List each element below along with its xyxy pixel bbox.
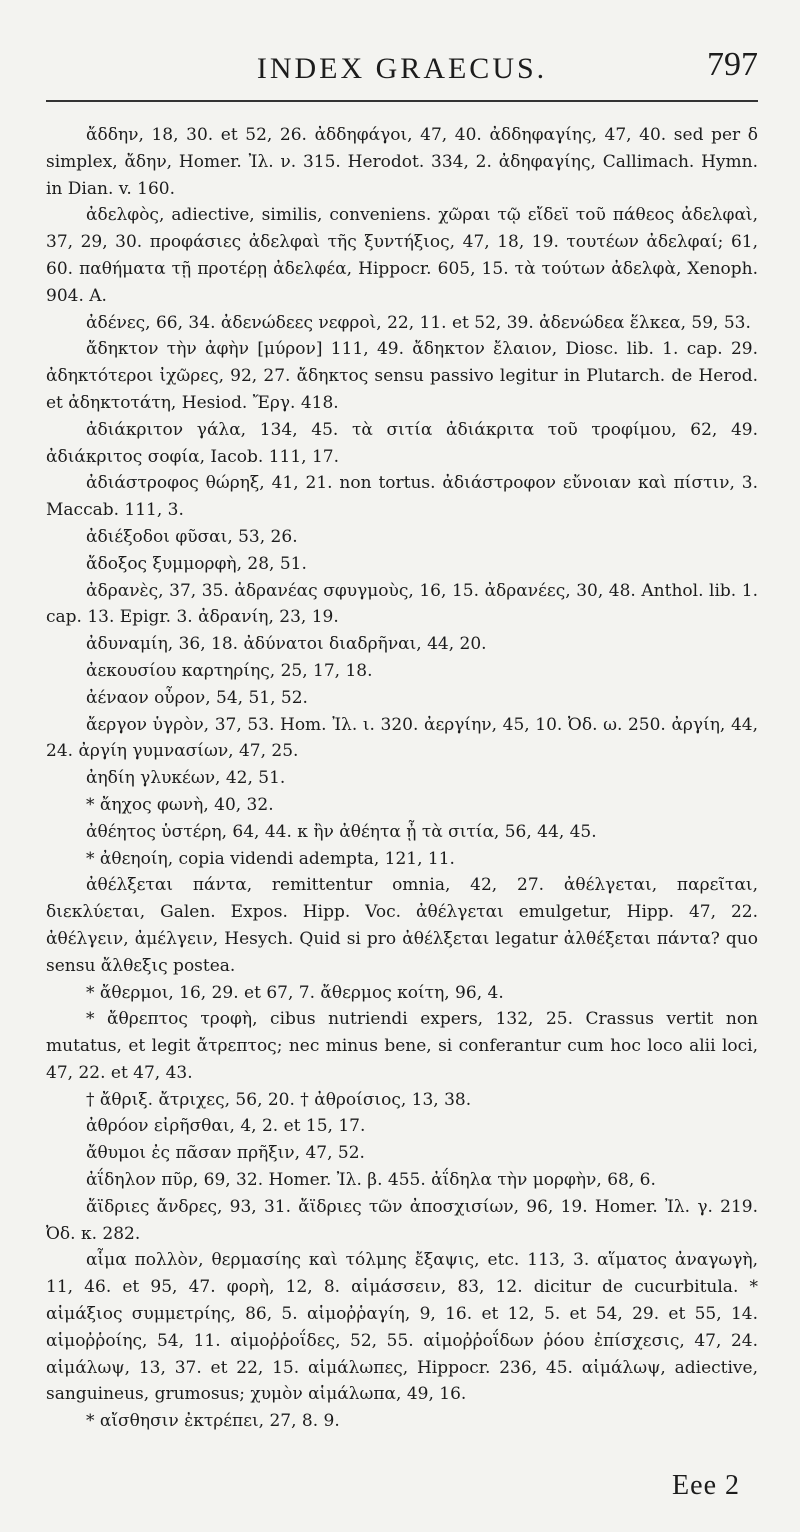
index-entry: ἄδηκτον τὴν ἀφὴν [μύρον] 111, 49. ἄδηκτον ἔλαιον, Diosc. lib. 1. cap. 29. ἀδηκτότεροι ἰχῶρες, 92, 27. ἄδηκτος sensu passivo legitur in Plutarch. de Herod. et ἀδηκτοτάτη, Hesiod. Ἔργ. 418. xyxy=(46,339,758,413)
index-entry: * ἄθερμοι, 16, 29. et 67, 7. ἄθερμος κοίτη, 96, 4. xyxy=(86,982,504,1003)
index-entry: ἀηδίη γλυκέων, 42, 51. xyxy=(86,768,286,789)
index-entry: ἀεκουσίου καρτηρίης, 25, 17, 18. xyxy=(86,660,373,681)
index-entries xyxy=(46,122,758,1435)
page-header xyxy=(46,38,758,102)
index-entry: * ἀθεηοίη, copia videndi adempta, 121, 11. xyxy=(86,848,455,869)
index-entry: † ἄθριξ. ἄτριχες, 56, 20. † ἀθροίσιος, 13, 38. xyxy=(86,1089,472,1110)
index-entry: * αἴσθησιν ἐκτρέπει, 27, 8. 9. xyxy=(86,1411,340,1432)
index-entry: ἀθέητος ὑστέρη, 64, 44. κ ἢν ἀθέητα ᾖ τὰ σιτία, 56, 44, 45. xyxy=(86,821,597,842)
running-title: INDEX GRAECUS. xyxy=(256,52,548,85)
index-entry: αἷμα πολλὸν, θερμασίης καὶ τόλμης ἔξαψις, etc. 113, 3. αἵματος ἀναγωγὴ, 11, 46. et 95, 47. φορὴ, 12, 8. αἱμάσσειν, 83, 12. dicitur de cucurbitula. * αἱμάξιος συμμετρίης, 86, 5. αἱμοῤῥαγίη, 9, 16. et 12, 5. et 54, 29. et 55, 14. αἱμοῤῥοίης, 54, 11. αἱμοῤῥοΐδες, 52, 55. αἱμοῤῥοΐδων ῥόου ἐπίσχεσις, 47, 24. αἱμάλωψ, 13, 37. et 22, 15. αἱμάλωπες, Hippocr. 236, 45. αἱμάλωψ, adiective, sanguineus, grumosus; χυμὸν αἱμάλωπα, 49, 16. xyxy=(46,1250,758,1405)
page-number: 797 xyxy=(707,46,758,83)
index-entry: ἀδρανὲς, 37, 35. ἀδρανέας σφυγμοὺς, 16, 15. ἀδρανέες, 30, 48. Anthol. lib. 1. cap. 13. Epigr. 3. ἀδρανίη, 23, 19. xyxy=(46,580,758,628)
index-entry: ἄδοξος ξυμμορφὴ, 28, 51. xyxy=(86,553,307,574)
index-entry: ἀθρόον εἰρῆσθαι, 4, 2. et 15, 17. xyxy=(86,1116,366,1137)
index-entry: * ἄηχος φωνὴ, 40, 32. xyxy=(86,794,274,815)
index-entry: * ἄθρεπτος τροφὴ, cibus nutriendi expers, 132, 25. Crassus vertit non mutatus, et legit ἄτρεπτος; nec minus bene, si conferantur cum hoc loco alii loci, 47, 22. et 47, 43. xyxy=(46,1009,758,1083)
index-entry: ἀδένες, 66, 34. ἀδενώδεες νεφροὶ, 22, 11. et 52, 39. ἀδενώδεα ἕλκεα, 59, 53. xyxy=(86,312,751,333)
index-entry: ἀθέλξεται πάντα, remittentur omnia, 42, 27. ἀθέλγεται, παρεῖται, διεκλύεται, Galen. Expos. Hipp. Voc. ἀθέλγεται emulgetur, Hipp. 47, 22. ἀθέλγειν, ἀμέλγειν, Hesych. Quid si pro ἀθέλξεται legatur ἀλθέξεται πάντα? quo sensu ἄλθεξις postea. xyxy=(46,875,758,976)
index-entry: ἀδιάστροφος θώρηξ, 41, 21. non tortus. ἀδιάστροφον εὔνοιαν καὶ πίστιν, 3. Maccab. 111, 3. xyxy=(46,473,758,521)
index-entry: ἀΐδηλον πῦρ, 69, 32. Homer. Ἰλ. β. 455. ἀΐδηλα τὴν μορφὴν, 68, 6. xyxy=(86,1170,656,1191)
index-entry: ἀδιέξοδοι φῦσαι, 53, 26. xyxy=(86,526,298,547)
index-entry: ἀδελφὸς, adiective, similis, conveniens. χῶραι τῷ εἴδεϊ τοῦ πάθεος ἀδελφαὶ, 37, 29, 30. προφάσιες ἀδελφαὶ τῆς ξυντήξιος, 47, 18, 19. τουτέων ἀδελφαί; 61, 60. παθήματα τῇ προτέρῃ ἀδελφέα, Hippocr. 605, 15. τὰ τούτων ἀδελφὰ, Xenoph. 904. A. xyxy=(46,205,758,306)
index-entry: ἄθυμοι ἐς πᾶσαν πρῆξιν, 47, 52. xyxy=(86,1143,365,1164)
index-entry: ἄϊδριες ἄνδρες, 93, 31. ἄϊδριες τῶν ἀποσχισίων, 96, 19. Homer. Ἰλ. γ. 219. Ὀδ. κ. 282. xyxy=(46,1196,758,1244)
index-entry: ἀέναον οὖρον, 54, 51, 52. xyxy=(86,687,308,708)
index-entry: ἀδυναμίη, 36, 18. ἀδύνατοι διαδρῆναι, 44, 20. xyxy=(86,634,487,655)
index-entry: ἄδδην, 18, 30. et 52, 26. ἀδδηφάγοι, 47, 40. ἀδδηφαγίης, 47, 40. sed per δ simplex, ἄδην, Homer. Ἰλ. ν. 315. Herodot. 334, 2. ἀδηφαγίης, Callimach. Hymn. in Dian. v. 160. xyxy=(46,125,758,199)
index-entry: ἀδιάκριτον γάλα, 134, 45. τὰ σιτία ἀδιάκριτα τοῦ τροφίμου, 62, 49. ἀδιάκριτος σοφία, Iacob. 111, 17. xyxy=(46,419,758,467)
index-entry: ἄεργον ὑγρὸν, 37, 53. Hom. Ἰλ. ι. 320. ἀεργίην, 45, 10. Ὀδ. ω. 250. ἀργίη, 44, 24. ἀργίη γυμνασίων, 47, 25. xyxy=(46,714,758,762)
signature-mark: Eee 2 xyxy=(672,1470,740,1501)
